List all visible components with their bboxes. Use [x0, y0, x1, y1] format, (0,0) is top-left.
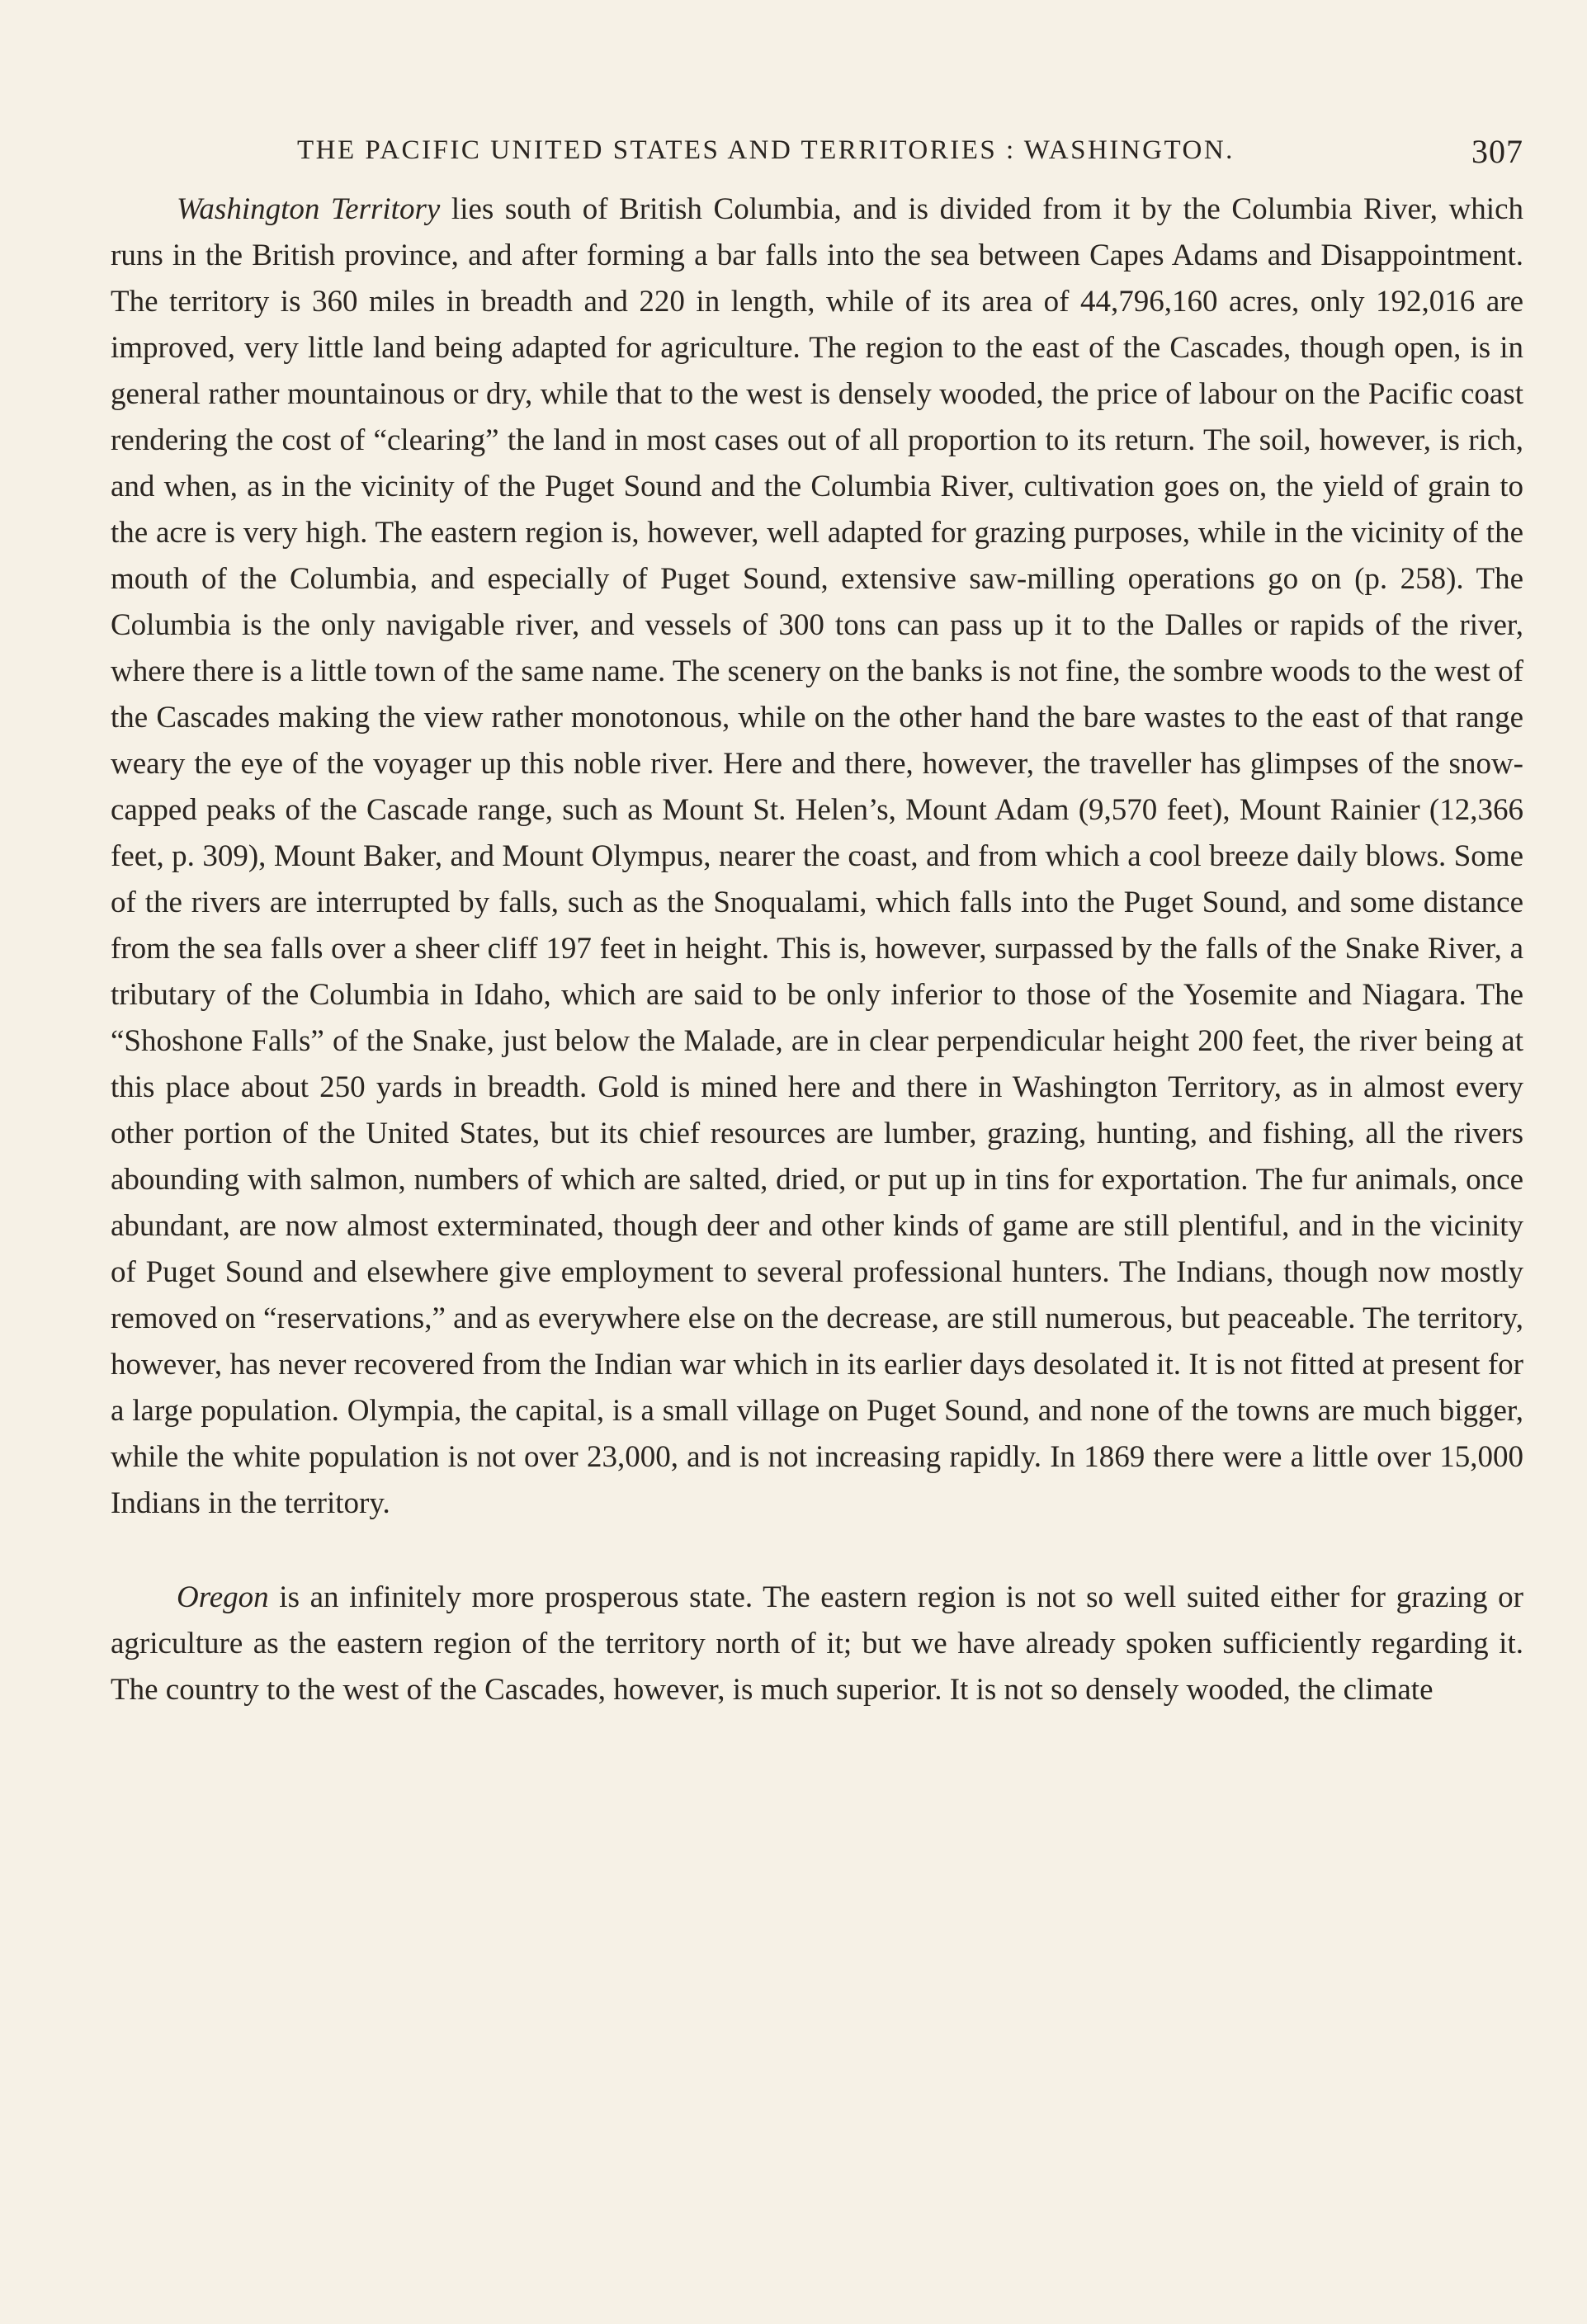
- paragraph-body-oregon: is an infinitely more prosperous state. The eastern region is not so well suited either for grazing or agriculture as the eastern region of the territory north of it; but we have already spoken sufficiently regarding it. The country to the west of the Cascades, however, is much superior. It is not so densely wooded, the climate: [111, 1580, 1523, 1707]
- paragraph-body-washington: lies south of British Columbia, and is divided from it by the Columbia River, which runs in the British province, and after forming a bar falls into the sea between Capes Adams and Disappointment. The territory is 360 miles in breadth and 220 in length, while of its area of 44,796,160 acres, only 192,016 are improved, very little land being adapted for agriculture. The region to the east of the Cascades, though open, is in general rather mountainous or dry, while that to the west is densely wooded, the price of labour on the Pacific coast rendering the cost of “clearing” the land in most cases out of all proportion to its return. The soil, however, is rich, and when, as in the vicinity of the Puget Sound and the Columbia River, cultivation goes on, the yield of grain to the acre is very high. The eastern region is, however, well adapted for grazing purposes, while in the vicinity of the mouth of the Columbia, and especially of Puget Sound, extensive saw-milling operations go on (p. 258). The Columbia is the only navigable river, and vessels of 300 tons can pass up it to the Dalles or rapids of the river, where there is a little town of the same name. The scenery on the banks is not fine, the sombre woods to the west of the Cascades making the view rather monotonous, while on the other hand the bare wastes to the east of that range weary the eye of the voyager up this noble river. Here and there, however, the traveller has glimpses of the snow-capped peaks of the Cascade range, such as Mount St. Helen’s, Mount Adam (9,570 feet), Mount Rainier (12,366 feet, p. 309), Mount Baker, and Mount Olympus, nearer the coast, and from which a cool breeze daily blows. Some of the rivers are interrupted by falls, such as the Snoqualami, which falls into the Puget Sound, and some distance from the sea falls over a sheer cliff 197 feet in height. This is, however, surpassed by the falls of the Snake River, a tributary of the Columbia in Idaho, which are said to be only inferior to those of the Yosemite and Niagara. The “Shoshone Falls” of the Snake, just below the Malade, are in clear perpendicular height 200 feet, the river being at this place about 250 yards in breadth. Gold is mined here and there in Washington Territory, as in almost every other portion of the United States, but its chief resources are lumber, grazing, hunting, and fishing, all the rivers abounding with salmon, numbers of which are salted, dried, or put up in tins for exportation. The fur animals, once abundant, are now almost exterminated, though deer and other kinds of game are still plentiful, and in the vicinity of Puget Sound and elsewhere give employment to several professional hunters. The Indians, though now mostly removed on “reservations,” and as everywhere else on the decrease, are still numerous, but peaceable. The territory, however, has never recovered from the Indian war which in its earlier days desolated it. It is not fitted at present for a large population. Olympia, the capital, is a small village on Puget Sound, and none of the towns are much bigger, while the white population is not over 23,000, and is not increasing rapidly. In 1869 there were a little over 15,000 Indians in the territory.: [111, 192, 1523, 1520]
- book-page: [111, 124, 1523, 1713]
- paragraph-washington: [111, 187, 1523, 1527]
- paragraph-oregon: [111, 1575, 1523, 1713]
- paragraph-lead-oregon: Oregon: [177, 1580, 269, 1614]
- page-number: 307: [1471, 133, 1523, 170]
- running-header: [111, 124, 1523, 173]
- paragraph-lead-washington: Washington Territory: [177, 192, 441, 226]
- running-title: THE PACIFIC UNITED STATES AND TERRITORIES : WASHINGTON.: [297, 135, 1235, 165]
